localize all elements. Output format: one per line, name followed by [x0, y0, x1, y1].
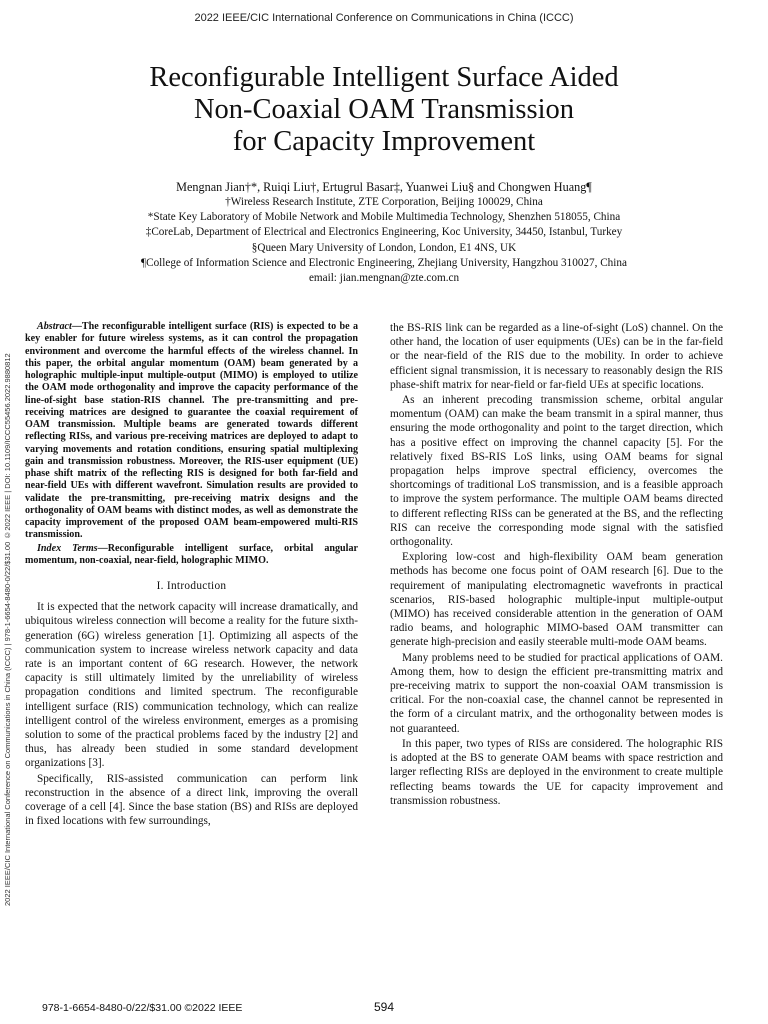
footer-isbn: 978-1-6654-8480-0/22/$31.00 ©2022 IEEE [42, 1002, 243, 1014]
body-paragraph: As an inherent precoding transmission scheme, orbital angular momentum (OAM) can make the beam transmit in a spiral manner, thus ensuring the mode orthogonality and point to the target direction, which has a positive effect on improving the channel capacity [5]. For the relatively fixed BS-RIS LoS links, using OAM beams for signal propagation helps improve spectral efficiency, overcomes the shortcomings of traditional LoS transmission, and is a feasible approach to improve the system performance. The multiple OAM beams directed to different reflecting RISs can be generated at the BS, and the reflecting RIS can receive the corresponding mode signal with the satisfied orthogonality. [390, 394, 723, 549]
body-paragraph: the BS-RIS link can be regarded as a line-of-sight (LoS) channel. On the other hand, the location of user equipments (UEs) can be in the far-field or the near-field of the RIS due to the mobility. In order to achieve efficient signal transmission, it is necessary to reasonably design the RIS phase-shift matrix for near-field or far-field UEs at specific locations. [390, 322, 723, 391]
affiliation-line: ‡CoreLab, Department of Electrical and Electronics Engineering, Koc University, 34450, Istanbul, Turkey [145, 226, 623, 239]
abstract-lead: Abstract [37, 321, 72, 332]
title-line: Non-Coaxial OAM Transmission [193, 94, 575, 125]
affiliation-line: ¶College of Information Science and Electronic Engineering, Zhejiang University, Hangzhou 310027, China [141, 256, 627, 269]
title-line: for Capacity Improvement [232, 126, 536, 157]
body-paragraph: In this paper, two types of RISs are considered. The holographic RIS is adopted at the BS to generate OAM beams with space restriction and larger reflecting RISs are deployed in the environment to create multiple reflecting beams towards the UE for capacity improvement and transmission robustness. [390, 737, 723, 807]
body-paragraph: It is expected that the network capacity will increase dramatically, and ubiquitous wireless connection will become a reality for the future sixth-generation (6G) wireless generation [1]. Optimizing all aspects of the communication system to increase wireless network capacity and data rate is an important content of 6G research. However, the network capacity is still ultimately limited by the unreliability of wireless propagation conditions and limited spectrum. The reconfigurable intelligent surface (RIS) communication technology, which can realize intelligent control of the wireless environment, emerges as a promising solution to some of the practical problems faced by the industry [2] and thus, has already been studied in some standard development organizations [3]. [25, 601, 358, 770]
body-paragraph: Exploring low-cost and high-flexibility OAM beam generation methods has become one focus point of OAM research [6]. Due to the requirement of manipulating electromagnetic wavefronts in practical scenarios, RIS-based holographic multiple-input multiple-output (MIMO) has received considerable attention in the generation of OAM radio beams, and holographic MIMO-based OAM transmitter can generate high-precision and easily steerable multi-mode OAM beams. [390, 551, 723, 649]
body-paragraph: Many problems need to be studied for practical applications of OAM. Among them, how to design the efficient pre-transmitting matrix and pre-receiving matrix to support the non-coaxial OAM transmission is critical. For the non-coaxial case, the channel cannot be represented in the form of a circulant matrix, and the orthogonality between modes is not guaranteed. [390, 651, 723, 735]
conference-header: 2022 IEEE/CIC International Conference on Communications in China (ICCC) [194, 12, 574, 24]
author-list: Mengnan Jian†*, Ruiqi Liu†, Ertugrul Basar‡, Yuanwei Liu§ and Chongwen Huang¶ [176, 180, 592, 194]
index-terms [25, 543, 358, 568]
side-doi-identifier: 2022 IEEE/CIC International Conference on Communications in China (ICCC) | 978-1-6654-8480-0/22/$31.00 ©2022 IEEE | DOI: 10.1109/ICCC55456.2022.9880812 [3, 353, 12, 907]
right-column [390, 321, 723, 809]
index-terms-text: —Reconfigurable intelligent surface, orbital angular momentum, non-coaxial, near-field, holographic MIMO. [25, 542, 358, 566]
index-terms-lead: Index Terms [37, 542, 98, 554]
affiliation-line: †Wireless Research Institute, ZTE Corporation, Beijing 100029, China [225, 196, 543, 208]
title-line: Reconfigurable Intelligent Surface Aided [149, 62, 619, 93]
body-paragraph: Specifically, RIS-assisted communication can perform link reconstruction in the absence of a direct link, improving the overall coverage of a cell [4]. Since the base station (BS) and RISs are deployed in fixed locations with few surroundings, [25, 772, 358, 828]
abstract [25, 321, 358, 567]
affiliation-line: *State Key Laboratory of Mobile Network and Mobile Multimedia Technology, Shenzhen 518055, China [147, 211, 621, 224]
affiliations [40, 195, 728, 286]
contact-email: email: jian.mengnan@zte.com.cn [308, 272, 460, 285]
left-column [25, 321, 358, 829]
affiliation-line: §Queen Mary University of London, London, E1 4NS, UK [251, 241, 517, 254]
page-number: 594 [373, 1000, 395, 1014]
paper-title [60, 62, 708, 158]
section-heading-introduction: I. Introduction [156, 580, 227, 592]
abstract-text: —The reconfigurable intelligent surface (RIS) is expected to be a key enabler for future wireless systems, as it can control the propagation environment and overcome the harmful effects of the wireless channel. In this paper, the orbital angular momentum (OAM) beam generated by a holographic multiple-input multiple-output (MIMO) is employed to utilize the OAM mode orthogonality and improve the capacity performance of the line-of-sight base station-RIS channel. The pre-transmitting and pre-receiving matrices are designed to guarantee the coaxial requirement of OAM transmission. Multiple beams are generated towards different reflecting RISs, and various pre-receiving matrices are deployed to adapt to varying movements and rotation conditions, ensuring spatial multiplexing gain and transmission robustness. Moreover, the RIS-user equipment (UE) phase shift matrix of the reflecting RIS is designed for both far-field and near-field UEs with different wavefront. Simulation results are provided to validate the pre-transmitting, pre-receiving matrix designs and the orthogonality of OAM beams with distinct modes, as well as demonstrate the capacity improvement of the proposed OAM beam-empowered multi-RIS transmission. [25, 321, 358, 541]
abstract-paragraph [25, 321, 358, 542]
